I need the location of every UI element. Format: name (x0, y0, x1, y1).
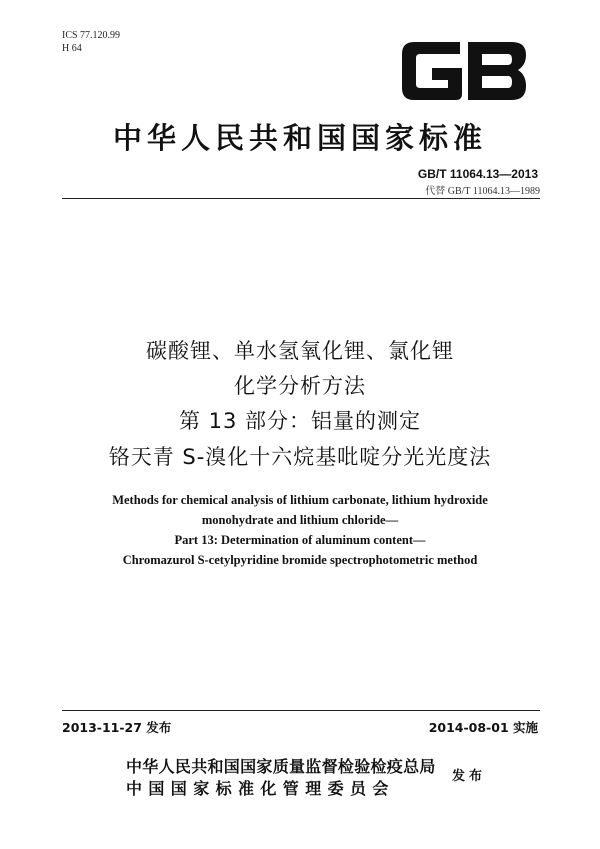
gb-logo (398, 36, 530, 106)
issue-date: 2013-11-27 发布 (62, 720, 172, 735)
bottom-rule (62, 710, 540, 711)
zh-title-line-4: 铬天青 S-溴化十六烷基吡啶分光光度法 (108, 445, 492, 469)
ccs-code: H 64 (62, 43, 82, 54)
standard-number: GB/T 11064.13—2013 (417, 167, 538, 181)
standard-title: 中华人民共和国国家标准 (112, 121, 487, 155)
zh-title-line-1: 碳酸锂、单水氢氧化锂、氯化锂 (146, 339, 454, 363)
zh-title-line-3: 第 13 部分：铝量的测定 (178, 409, 422, 433)
implementation-date: 2014-08-01 实施 (428, 720, 538, 735)
en-title-line-4: Chromazurol S-cetylpyridine bromide spectrophotometric method (122, 553, 478, 567)
gb-logo-text: GB (464, 105, 466, 106)
en-title-line-2: monohydrate and lithium chloride— (201, 513, 399, 527)
publish-label: 发布 (452, 769, 487, 784)
ics-code: ICS 77.120.99 (62, 30, 121, 41)
en-title-line-3: Part 13: Determination of aluminum content— (174, 533, 426, 547)
publisher-line-2: 中国国家标准化管理委员会 (126, 779, 395, 798)
en-title-line-1: Methods for chemical analysis of lithium carbonate, lithium hydroxide (112, 493, 488, 507)
top-rule (62, 198, 540, 199)
publisher-line-1: 中华人民共和国国家质量监督检验检疫总局 (126, 757, 436, 776)
replaces-note: 代替 GB/T 11064.13—1989 (425, 186, 540, 197)
zh-title-line-2: 化学分析方法 (234, 374, 366, 398)
